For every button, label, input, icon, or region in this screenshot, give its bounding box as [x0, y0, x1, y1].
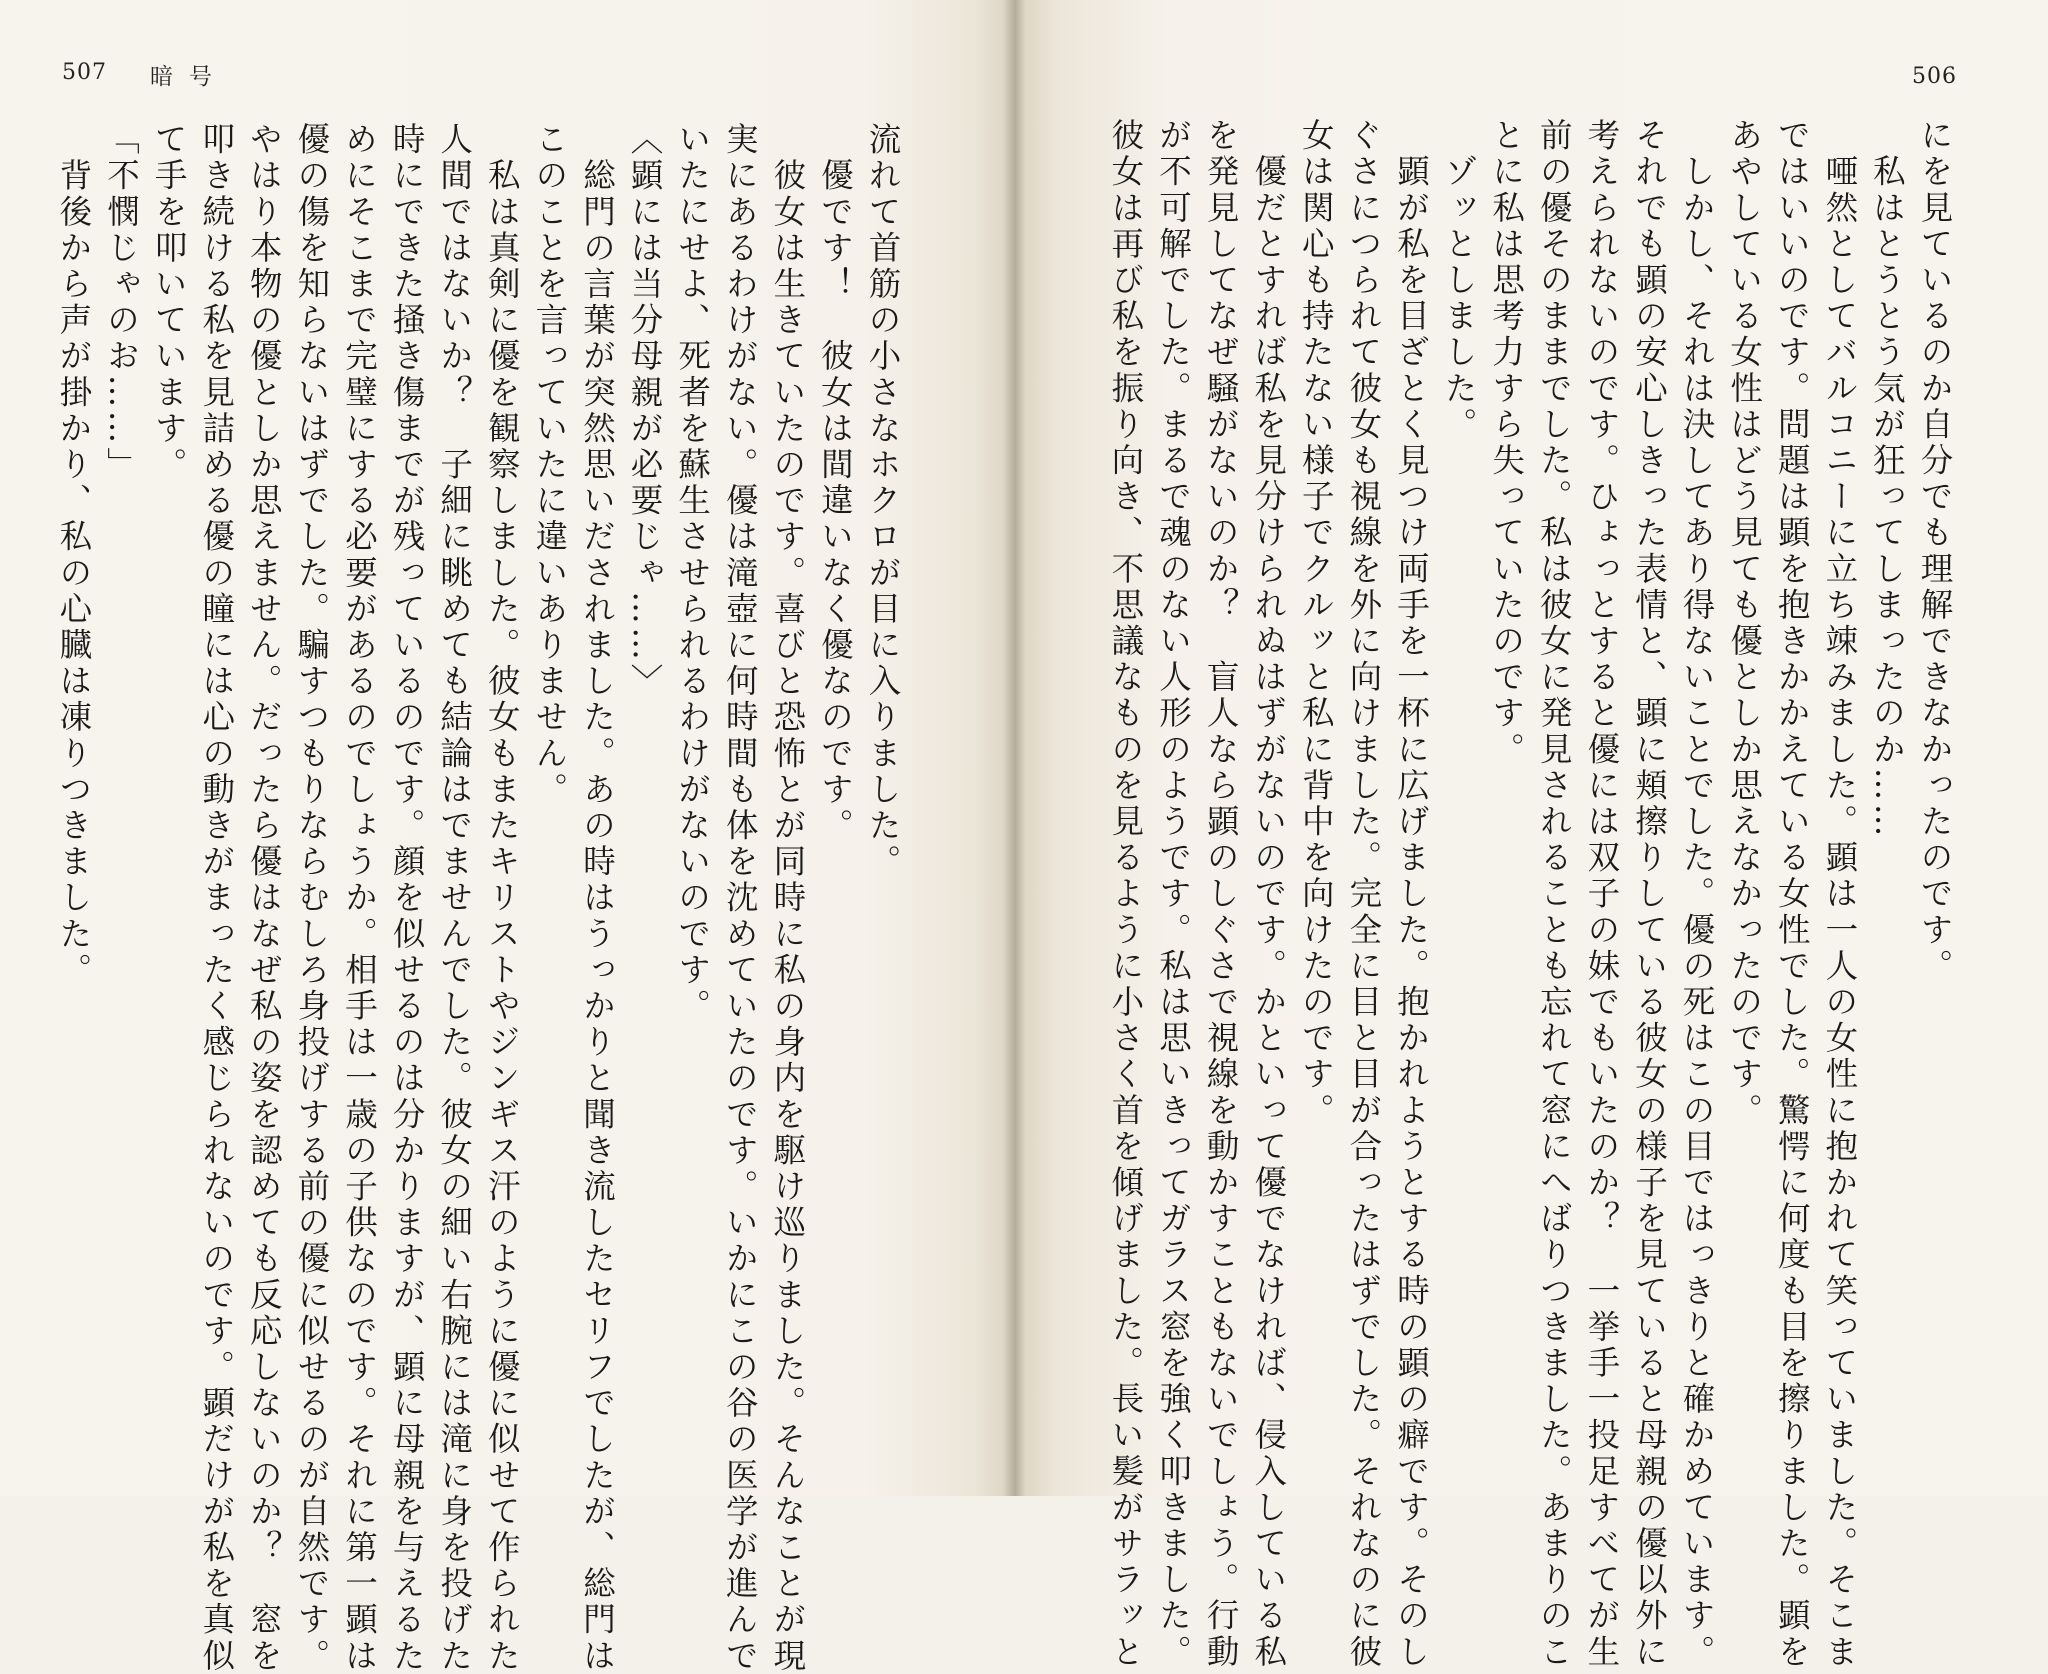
- page-number-left: 507: [62, 60, 107, 85]
- text-line: 彼女は生きていたのです。喜びと恐怖とが同時に私の身内を駆け巡りました。そんなことが現: [768, 122, 807, 1674]
- text-line: 時にできた掻き傷までが残っているのです。顔を似せるのは分かりますが、顕に母親を与えるた: [388, 122, 427, 1674]
- text-line: ではいいのです。問題は顕を抱きかかえている女性でした。驚愕に何度も目を擦りました。顕を: [1773, 118, 1812, 1671]
- text-line: 総門の言葉が突然思いだされました。あの時はうっかりと聞き流したセリフでしたが、総門は: [578, 122, 617, 1674]
- text-line: ゾッとしました。: [1440, 118, 1479, 443]
- text-line: 女は関心も持たない様子でクルッと私に背中を向けたのです。: [1297, 118, 1336, 1129]
- text-line: 顕が私を目ざとく見つけ両手を一杯に広げました。抱かれようとする時の顕の癖です。そのし: [1392, 118, 1431, 1671]
- text-line: 〈顕には当分母親が必要じゃ……〉: [626, 122, 665, 700]
- text-line: 背後から声が掛かり、私の心臓は凍りつきました。: [54, 122, 93, 989]
- text-line: 考えられないのです。ひょっとすると優には双子の妹でもいたのか？ 一挙手一投足すべてが生: [1582, 118, 1621, 1671]
- text-line: を発見してなぜ騒がないのか？ 盲人なら顕のしぐさで視線を動かすこともないでしょう。行動: [1202, 118, 1241, 1671]
- text-line: 流れて首筋の小さなホクロが目に入りました。: [864, 122, 902, 881]
- text-line: あやしている女性はどう見ても優としか思えなかったのです。: [1725, 118, 1764, 1129]
- text-line: にを見ているのか自分でも理解できなかったのです。: [1916, 118, 1954, 985]
- text-line: 「不憫じゃのお……」: [102, 122, 141, 483]
- text-line: て手を叩いています。: [150, 122, 189, 483]
- text-line: いたにせよ、死者を蘇生させられるわけがないのです。: [673, 122, 712, 1025]
- text-line: めにそこまで完璧にする必要があるのでしょうか。相手は一歳の子供なのです。それに第一顕は: [340, 122, 379, 1674]
- text-line: しかし、それは決してあり得ないことでした。優の死はこの目ではっきりと確かめています。: [1678, 118, 1717, 1671]
- text-line: 優だとすれば私を見分けられぬはずがないのです。かといって優でなければ、侵入している私: [1249, 118, 1288, 1671]
- text-line: 唖然としてバルコニーに立ち竦みました。顕は一人の女性に抱かれて笑っていました。そこま: [1820, 118, 1859, 1671]
- page-number-right: 506: [1912, 64, 1957, 89]
- book-gutter: [1003, 0, 1025, 1496]
- text-line: 私は真剣に優を観察しました。彼女もまたキリストやジンギス汗のように優に似せて作られた: [483, 122, 522, 1674]
- text-line: とに私は思考力すら失っていたのです。: [1487, 118, 1526, 768]
- text-line: 優です！ 彼女は間違いなく優なのです。: [816, 122, 855, 844]
- text-line: 私はとうとう気が狂ってしまったのか……: [1868, 118, 1907, 840]
- running-head: 暗号: [150, 64, 228, 90]
- text-line: 前の優そのままでした。私は彼女に発見されることも忘れて窓にへばりつきました。あまりのこ: [1535, 118, 1574, 1671]
- text-line: ぐさにつられて彼女も視線を外に向けました。完全に目と目が合ったはずでした。それなのに彼: [1344, 118, 1383, 1671]
- text-line: 彼女は再び私を振り向き、不思議なものを見るように小さく首を傾げました。長い髪がサラッと: [1106, 118, 1145, 1671]
- text-line: それでも顕の安心しきった表情と、顕に頬擦りしている彼女の様子を見ていると母親の優以外に: [1630, 118, 1669, 1671]
- body-text-right: [1106, 118, 1958, 1671]
- text-line: 叩き続ける私を見詰める優の瞳には心の動きがまったく感じられないのです。顕だけが私を真似: [197, 122, 236, 1674]
- text-line: 優の傷を知らないはずでした。騙すつもりならむしろ身投げする前の優に似せるのが自然です。: [292, 122, 331, 1674]
- text-line: このことを言っていたに違いありません。: [530, 122, 569, 808]
- text-line: が不可解でした。まるで魂のない人形のようです。私は思いきってガラス窓を強く叩きました。: [1154, 118, 1193, 1671]
- body-text-left: [54, 122, 906, 1674]
- text-line: 人間ではないか？ 子細に眺めても結論はでませんでした。彼女の細い右腕には滝に身を投げた: [435, 122, 474, 1674]
- text-line: 実にあるわけがない。優は滝壺に何時間も体を沈めていたのです。いかにこの谷の医学が進んで: [721, 122, 760, 1674]
- text-line: やはり本物の優としか思えません。だったら優はなぜ私の姿を認めても反応しないのか？ 窓を: [245, 122, 284, 1674]
- left-page: [0, 0, 1014, 1674]
